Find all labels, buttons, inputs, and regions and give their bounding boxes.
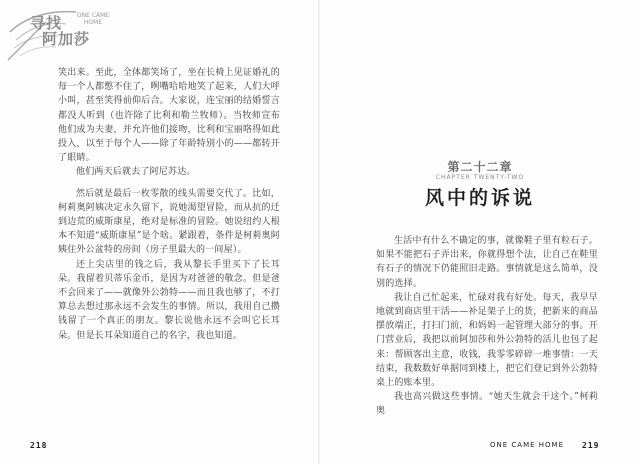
book-logo [6, 2, 126, 64]
paragraph: 笑出来。至此，全体都笑场了，坐在长椅上见证婚礼的每一个人都憋不住了，咧嘴哈哈地笑了起来，人们大呼小叫，甚至笑得前仰后合。大家说，连宝丽的结婚誓言都没人听到（也许除了比利和勒兰牧师）。当牧师宣布他们成为夫妻，并允许他们接吻，比利和宝丽咯得如此投入，以至于每个人——除了年龄特别小的——都转开了眼睛。 [58, 68, 280, 164]
chapter-english: CHAPTER TWENTY-TWO [435, 174, 525, 181]
paragraph: 我也高兴做这些事情。“她天生就会干这个。”柯莉奥 [376, 392, 598, 417]
chapter-title: 风中的诉说 [424, 187, 535, 209]
right-page-text [376, 234, 598, 419]
logo-subtitle: ONE CAME HOME [76, 12, 110, 26]
paragraph: 他们两天后就去了阿尼苏达。 [76, 167, 196, 178]
logo-title-line2: 阿加莎 [42, 30, 91, 48]
paragraph: 生活中有什么不确定的事，就像鞋子里有粒石子。如果不能把石子弄出来，你就得想个法，让自己在鞋里有石子的情况下仍能照旧走路。事情就是这么简单，没别的选择。 [376, 236, 598, 289]
left-page-text [58, 66, 280, 343]
page-number-left: 218 [30, 441, 48, 450]
chapter-number: 第二十二章 [447, 160, 513, 174]
paragraph: 然后就是最后一枚零散的线头需要交代了。比如，柯莉奥阿姨决定永久留下，说她渴望冒险，而从抗的迁到边荒的威斯康星，绝对是标准的冒险。她说纽约人根本不知道“威斯康星”是个啥。紧跟着，条件是柯莉奥阿姨住外公盆特的房间（房子里最大的一间屋）。 [58, 188, 280, 256]
logo-title-line1: 寻找 [30, 14, 63, 32]
paragraph: 我让自己忙起来，忙碌对我有好处。每天，我早早地就到商店里干活——补足架子上的货，把新来的商品摆放端正，打扫门前，和妈妈一起管理大部分的事。开门营业后，我把以前阿加莎和外公勃特的活儿也包了起来：帮顾客出主意，收钱，我零零碎碎一堆事情：一天结束，我数数好单据同到楼上，把它们登记到外公勃特桌上的账本里。 [376, 292, 598, 389]
page-number-right: 219 [582, 441, 600, 450]
running-footer-title: ONE CAME HOME [490, 441, 564, 449]
paragraph: 还上尖店里的钱之后，我从黎长手里买下了长耳朵。我留着贝蒂乐金币，是因为对爸爸的敬念。但是爸不会回来了——就像外公勃特——而且我也够了，不打算总去想过那永远不会发生的事情。所以，我用自己攒钱留了一个真正的朋友。黎长说他永远不会叫它长耳朵。但是长耳朵知道自己的名字，我也知道。 [58, 259, 280, 341]
